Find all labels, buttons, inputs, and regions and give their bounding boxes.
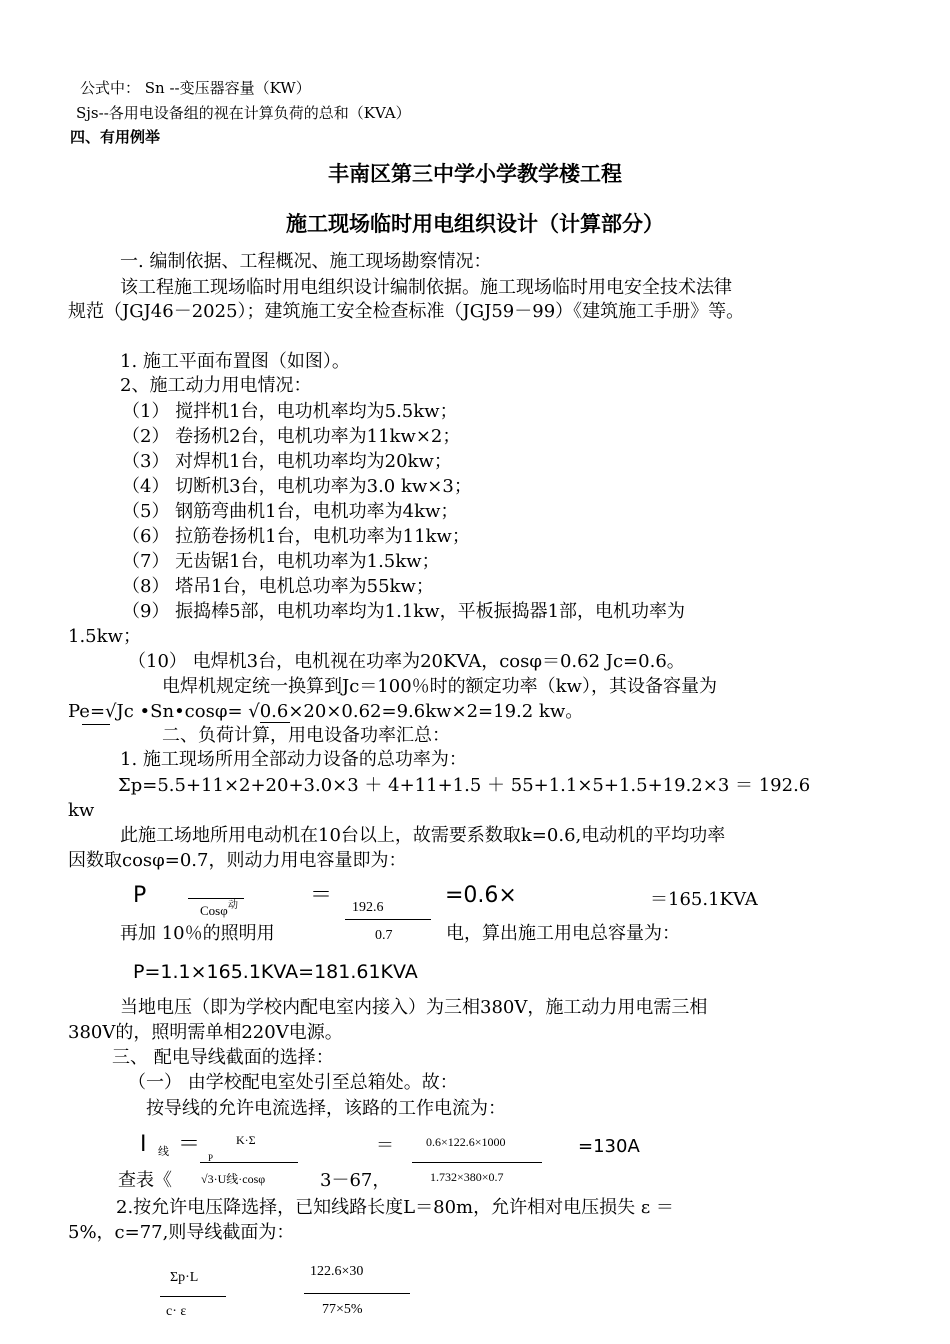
equipment-item-9: （9） 振捣棒5部，电机功率均为1.1kw，平板振捣器1部，电机功率为 bbox=[122, 601, 686, 622]
welder-conversion: 电焊机规定统一换算到Jc＝100％时的额定功率（kw），其设备容量为 bbox=[162, 676, 717, 697]
part-three-heading: 三、 配电导线截面的选择： bbox=[112, 1047, 334, 1068]
equipment-item: （3） 对焊机1台，电机功率均为20kw； bbox=[122, 451, 452, 472]
eq1-equals: ＝ bbox=[310, 883, 333, 908]
eq3-right-denominator: 77×5% bbox=[322, 1302, 363, 1317]
part-three-sub1: （一） 由学校配电室处引至总箱处。故： bbox=[128, 1072, 458, 1093]
demand-factor-line-2: 因数取cosφ=0.7，则动力用电容量即为： bbox=[68, 850, 407, 871]
total-power-intro: 1. 施工现场所用全部动力设备的总功率为： bbox=[120, 749, 467, 770]
eq1-result: ＝165.1KVA bbox=[650, 889, 758, 910]
eq1-mid: =0.6× bbox=[445, 883, 517, 908]
basis-line-2: 规范（JGJ46－2025）；建筑施工安全检查标准（JGJ59－99）《建筑施工手册》等。 bbox=[68, 301, 745, 322]
part-two-heading: 二、负荷计算，用电设备功率汇总： bbox=[162, 725, 450, 746]
sqrt-overbar bbox=[260, 722, 290, 723]
equipment-item-9-cont: 1.5kw； bbox=[68, 626, 141, 647]
eq2-i-subscript: 线 bbox=[158, 1146, 169, 1158]
eq1-fraction-bar bbox=[345, 919, 431, 920]
voltage-line-2: 380V的，照明需单相220V电源。 bbox=[68, 1022, 343, 1043]
total-power-unit: kw bbox=[68, 800, 95, 821]
item-site-layout: 1. 施工平面布置图（如图）。 bbox=[120, 351, 350, 372]
equipment-item: （8） 塔吊1台，电机总功率为55kw； bbox=[122, 576, 434, 597]
lighting-text-a: 再加 10％的照明用 bbox=[120, 923, 275, 944]
sqrt-overbar bbox=[82, 724, 110, 725]
eq1-subscript: 动 bbox=[228, 900, 238, 911]
demand-factor-line-1: 此施工场地所用电动机在10台以上，故需要系数取k=0.6,电动机的平均功率 bbox=[120, 825, 726, 846]
eq3-right-numerator: 122.6×30 bbox=[310, 1264, 364, 1279]
sn-note: 公式中： Sn --变压器容量（KW） bbox=[80, 79, 311, 97]
welder-formula: Pe=√Jc •Sn•cosφ= √0.6×20×0.62=9.6kw×2=19.2 kw。 bbox=[68, 701, 584, 722]
eq1-denominator: 0.7 bbox=[375, 928, 393, 943]
eq1-p: P bbox=[133, 883, 147, 908]
part-one-heading: 一. 编制依据、工程概况、施工现场勘察情况： bbox=[120, 251, 492, 272]
page-subtitle: 施工现场临时用电组织设计（计算部分） bbox=[286, 212, 664, 236]
eq3-left-bar bbox=[160, 1296, 226, 1297]
voltage-drop-line-1: 2.按允许电压降选择，已知线路长度L＝80m，允许相对电压损失 ε ＝ bbox=[116, 1197, 674, 1218]
eq2-left-numerator: K·Σ bbox=[236, 1133, 256, 1147]
total-capacity: P=1.1×165.1KVA=181.61KVA bbox=[133, 961, 418, 983]
table-reference-b: 3－67， bbox=[320, 1170, 391, 1191]
equipment-item: （6） 拉筋卷扬机1台，电机功率为11kw； bbox=[122, 526, 470, 547]
equipment-item-10: （10） 电焊机3台，电机视在功率为20KVA，cosφ＝0.62 Jc=0.6。 bbox=[128, 651, 685, 672]
eq2-result: =130A bbox=[578, 1136, 640, 1157]
voltage-line-1: 当地电压（即为学校内配电室内接入）为三相380V，施工动力用电需三相 bbox=[120, 997, 708, 1018]
table-reference-a: 查表《 bbox=[118, 1170, 172, 1191]
eq2-equals-1: ＝ bbox=[178, 1132, 201, 1157]
total-power-sum: Σp=5.5+11×2+20+3.0×3 ＋ 4+11+1.5 ＋ 55+1.1×5+1.5+19.2×3 ＝ 192.6 bbox=[118, 775, 811, 796]
equipment-item: （7） 无齿锯1台，电机功率为1.5kw； bbox=[122, 551, 440, 572]
equipment-item: （2） 卷扬机2台，电机功率为11kw×2； bbox=[122, 426, 461, 447]
equipment-item: （1） 搅拌机1台，电功机率均为5.5kw； bbox=[122, 401, 458, 422]
eq2-left-denominator: √3·U线·cosφ bbox=[201, 1172, 266, 1186]
eq2-right-numerator: 0.6×122.6×1000 bbox=[426, 1135, 506, 1149]
section-four-heading: 四、有用例举 bbox=[70, 128, 161, 146]
eq2-p-subscript: P bbox=[208, 1153, 214, 1163]
eq2-right-bar bbox=[412, 1162, 542, 1163]
eq1-cos-denominator: Cosφ bbox=[200, 903, 228, 918]
eq3-left-denominator: c· ε bbox=[166, 1304, 187, 1319]
eq3-right-bar bbox=[304, 1293, 410, 1294]
eq2-i: I bbox=[140, 1132, 147, 1157]
basis-line-1: 该工程施工现场临时用电组织设计编制依据。施工现场临时用电安全技术法律 bbox=[120, 277, 732, 298]
eq2-left-bar bbox=[200, 1162, 298, 1163]
equipment-item: （4） 切断机3台，电机功率为3.0 kw×3； bbox=[122, 476, 472, 497]
equipment-item: （5） 钢筋弯曲机1台，电机功率为4kw； bbox=[122, 501, 459, 522]
item-power-usage: 2、施工动力用电情况： bbox=[120, 375, 312, 396]
current-selection-line: 按导线的允许电流选择，该路的工作电流为： bbox=[146, 1098, 506, 1119]
eq2-equals-2: ＝ bbox=[376, 1135, 394, 1156]
sjs-note: Sjs--各用电设备组的视在计算负荷的总和（KVA） bbox=[76, 104, 411, 122]
lighting-text-b: 电，算出施工用电总容量为： bbox=[446, 923, 680, 944]
voltage-drop-line-2: 5%，c=77,则导线截面为： bbox=[68, 1222, 295, 1243]
eq3-left-numerator: Σp·L bbox=[170, 1270, 199, 1285]
eq1-numerator: 192.6 bbox=[352, 900, 384, 915]
eq2-right-denominator: 1.732×380×0.7 bbox=[430, 1170, 504, 1184]
page-title: 丰南区第三中学小学教学楼工程 bbox=[328, 162, 622, 186]
